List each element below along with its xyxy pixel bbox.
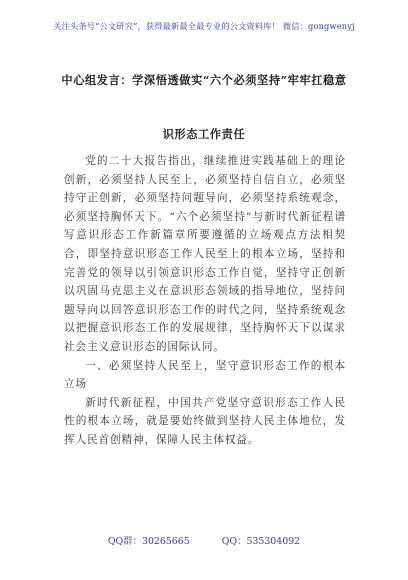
paragraph-intro: 党的二十大报告指出，继续推进实践基础上的理论创新，必须坚持人民至上，必须坚持自信自立，必须坚持守正创新，必须坚持问题导向，必须坚持系统观念，必须坚持胸怀天下。“六个必须坚持”与新时代新征程谱写意识形态工作新篇章所要遵循的立场观点方法相契合，即坚持意识形态工作人民至上的根本立场，坚持和完善党的领导以引领意识形态工作自觉，坚持守正创新以巩固马克思主义在意识形态领域的指导地位，坚持问题导向以回答意识形态工作的时代之问，坚持系统观念以把握意识形态工作的发展规律，坚持胸怀天下以谋求社会主义意识形态的国际认同。 <box>64 155 346 353</box>
promo-notice: 关注头条号“公文研究”，获得最新最全最专业的公文资料库！ 微信：gongwenyj <box>53 20 355 31</box>
section-heading-1: 一、必须坚持人民至上，坚守意识形态工作的根本立场 <box>64 359 346 391</box>
promo-header <box>0 0 408 52</box>
document-title-line-1: 中心组发言：学深悟透做实“六个必须坚持”牢牢扛稳意 <box>61 73 347 87</box>
document-title-line-2: 识形态工作责任 <box>162 127 246 141</box>
paragraph-section-1: 新时代新征程，中国共产党坚守意识形态工作人民性的根本立场，就是要始终做到坚持人民主体地位，发挥人民首创精神，保障人民主体权益。 <box>64 396 346 446</box>
qq-number: QQ：535304092 <box>221 536 301 547</box>
contact-footer <box>0 530 408 550</box>
document-body <box>64 152 346 450</box>
qq-group-number: QQ群：30265665 <box>107 536 190 547</box>
